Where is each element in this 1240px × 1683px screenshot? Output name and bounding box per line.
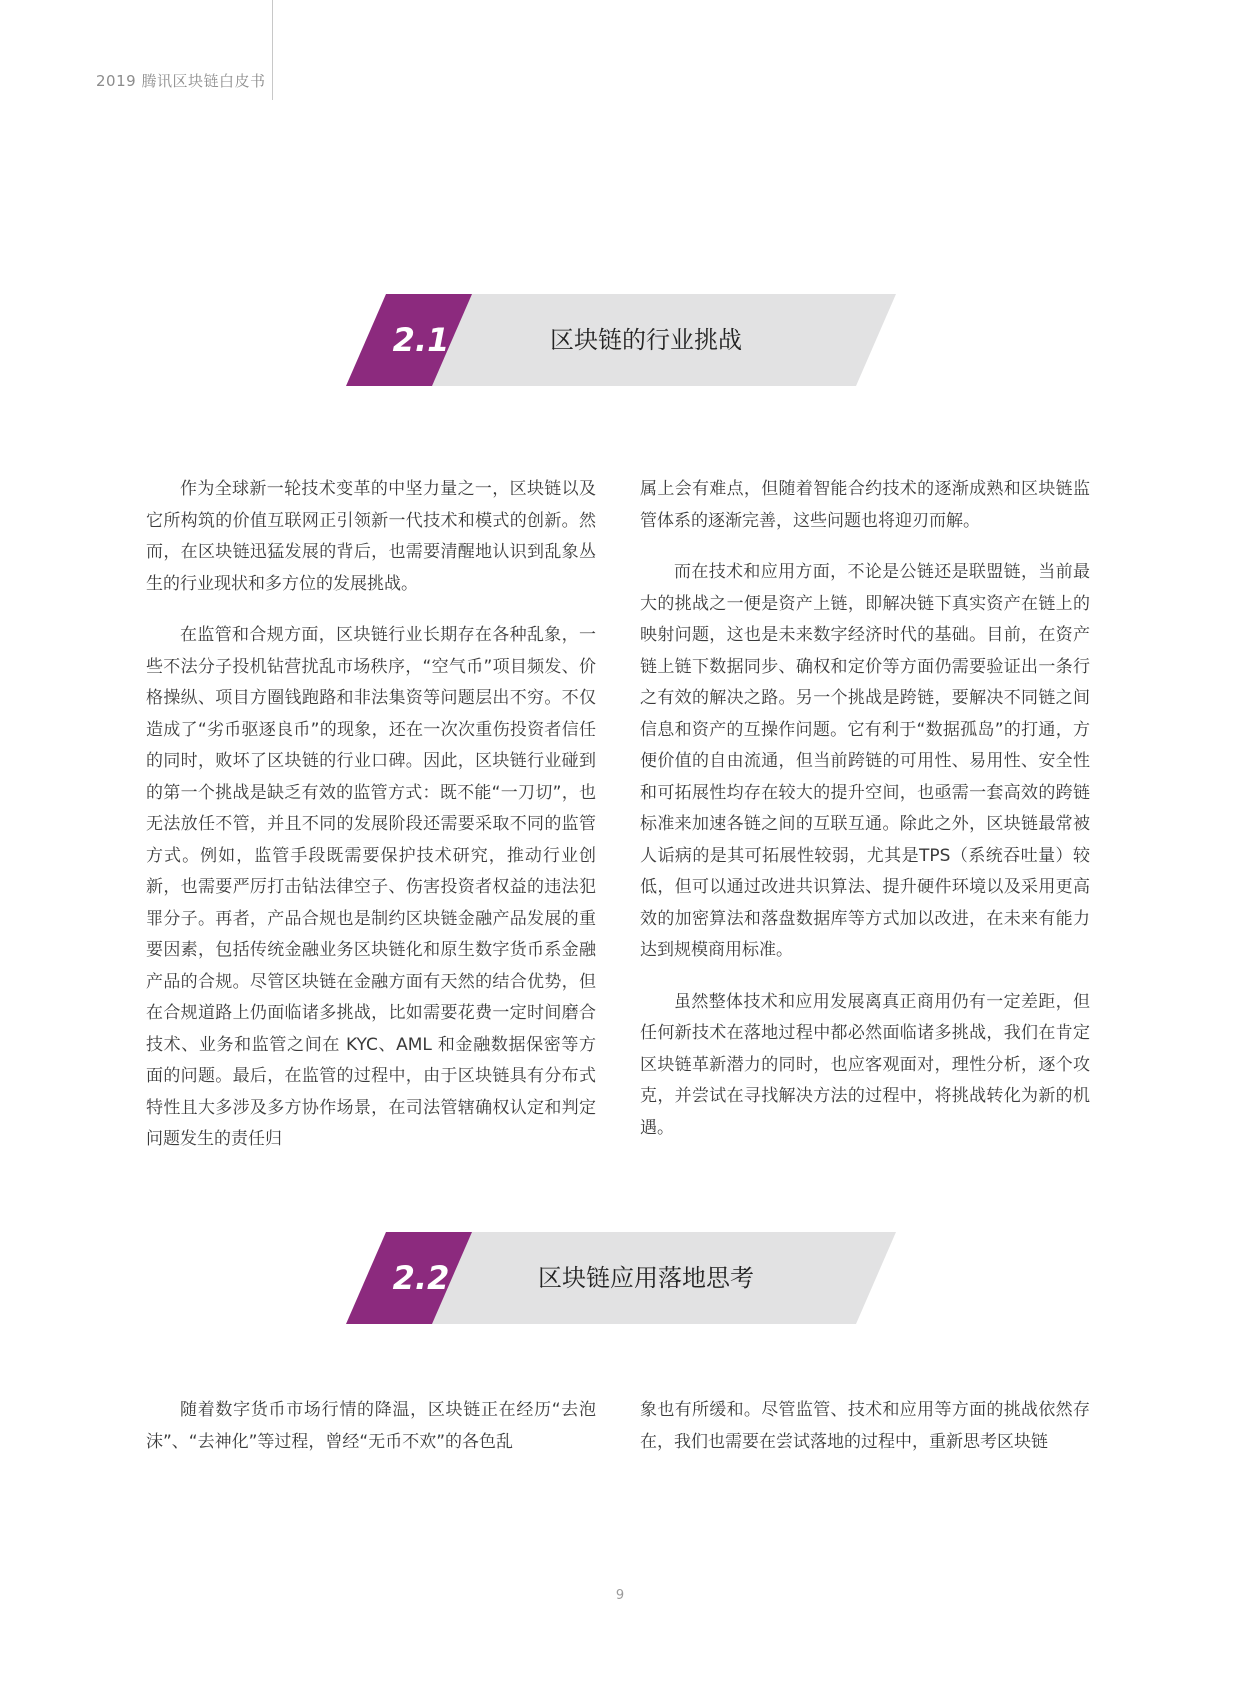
- paragraph: 随着数字货币市场行情的降温，区块链正在经历“去泡沫”、“去神化”等过程，曾经“无币不欢”的各色乱: [146, 1400, 596, 1452]
- header-divider: [272, 0, 273, 100]
- section-2-1-left-column: [146, 474, 596, 1176]
- paragraph-continuation: 象也有所缓和。尽管监管、技术和应用等方面的挑战依然存在，我们也需要在尝试落地的过程中，重新思考区块链: [640, 1400, 1090, 1452]
- section-title: 区块链的行业挑战: [550, 326, 742, 354]
- section-number: 2.1: [392, 321, 450, 359]
- paragraph: 而在技术和应用方面，不论是公链还是联盟链，当前最大的挑战之一便是资产上链，即解决链下真实资产在链上的映射问题，这也是未来数字经济时代的基础。目前，在资产链上链下数据同步、确权和定价等方面仍需要验证出一条行之有效的解决之路。另一个挑战是跨链，要解决不同链之间信息和资产的互操作问题。它有利于“数据孤岛”的打通，方便价值的自由流通，但当前跨链的可用性、易用性、安全性和可拓展性均存在较大的提升空间，也亟需一套高效的跨链标准来加速各链之间的互联互通。除此之外，区块链最常被人诟病的是其可拓展性较弱，尤其是TPS（系统吞吐量）较低，但可以通过改进共识算法、提升硬件环境以及采用更高效的加密算法和落盘数据库等方式加以改进，在未来有能力达到规模商用标准。: [640, 562, 1090, 960]
- section-number: 2.2: [392, 1259, 450, 1297]
- header-title: 2019 腾讯区块链白皮书: [96, 72, 266, 90]
- paragraph: 在监管和合规方面，区块链行业长期存在各种乱象，一些不法分子投机钻营扰乱市场秩序，“空气币”项目频发、价格操纵、项目方圈钱跑路和非法集资等问题层出不穷。不仅造成了“劣币驱逐良币”的现象，还在一次次重伤投资者信任的同时，败坏了区块链的行业口碑。因此，区块链行业碰到的第一个挑战是缺乏有效的监管方式：既不能“一刀切”，也无法放任不管，并且不同的发展阶段还需要采取不同的监管方式。例如，监管手段既需要保护技术研究，推动行业创新，也需要严厉打击钻法律空子、伤害投资者权益的违法犯罪分子。再者，产品合规也是制约区块链金融产品发展的重要因素，包括传统金融业务区块链化和原生数字货币系金融产品的合规。尽管区块链在金融方面有天然的结合优势，但在合规道路上仍面临诸多挑战，比如需要花费一定时间磨合技术、业务和监管之间在 KYC、AML 和金融数据保密等方面的问题。最后，在监管的过程中，由于区块链具有分布式特性且大多涉及多方协作场景，在司法管辖确权认定和判定问题发生的责任归: [146, 625, 596, 1149]
- page-number: 9: [615, 1588, 625, 1603]
- paragraph: 作为全球新一轮技术变革的中坚力量之一，区块链以及它所构筑的价值互联网正引领新一代技术和模式的创新。然而，在区块链迅猛发展的背后，也需要清醒地认识到乱象丛生的行业现状和多方位的发展挑战。: [146, 479, 596, 594]
- section-banner-2-1: [346, 294, 896, 386]
- paragraph-continuation: 属上会有难点，但随着智能合约技术的逐渐成熟和区块链监管体系的逐渐完善，这些问题也将迎刃而解。: [640, 479, 1090, 531]
- section-title: 区块链应用落地思考: [538, 1264, 754, 1292]
- section-2-2-left-column: [146, 1395, 596, 1478]
- section-banner-2-2: [346, 1232, 896, 1324]
- section-2-2-right-column: [640, 1395, 1090, 1478]
- section-2-1-right-column: [640, 474, 1090, 1164]
- paragraph: 虽然整体技术和应用发展离真正商用仍有一定差距，但任何新技术在落地过程中都必然面临诸多挑战，我们在肯定区块链革新潜力的同时，也应客观面对，理性分析，逐个攻克，并尝试在寻找解决方法的过程中，将挑战转化为新的机遇。: [640, 991, 1090, 1138]
